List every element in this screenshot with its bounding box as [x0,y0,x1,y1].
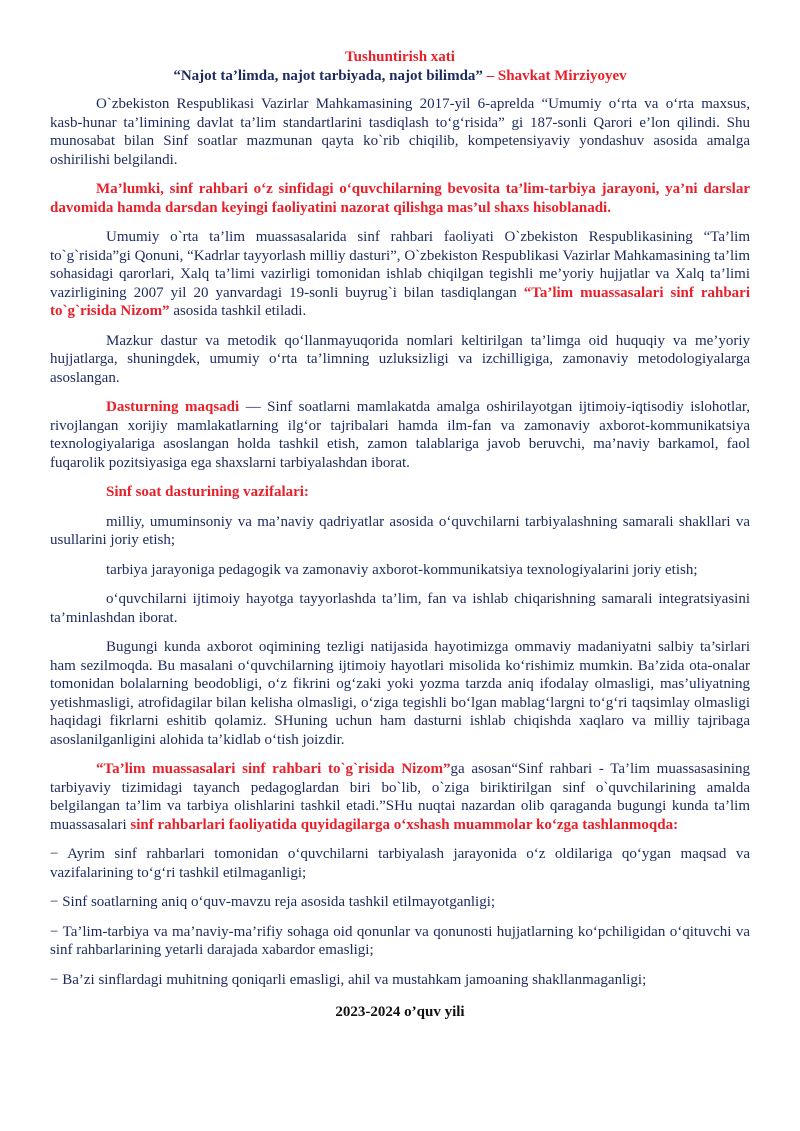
issue-item: − Ta’lim-tarbiya va ma’naviy-ma’rifiy sohaga oid qonunlar va qonunosti hujjatlarning ko‘pchiligidan o‘qituvchi va sinf rahbarlarining yetarli darajada xabardor emasligi; [50,923,750,958]
legal-basis-text: Umumiy o`rta ta’lim muassasalarida sinf rahbari faoliyati O`zbekiston Respublikasining “Ta’lim to`g`risida”gi Qonuni, “Kadrlar tayyorlash milliy dasturi”, O`zbekiston Respublikasi Vazirlar Mahkamasining ta’lim sohasidagi qarorlari, Xalq ta’limi vazirligi tomonidan ishlab chiqilgan tegishli me’yoriy hujjatlar va Xalq ta’limi vazirligining 2007 yil 20 yanvardagi 19-sonli buyrug`i bilan tasdiqlangan [50,229,750,301]
paragraph-legal-basis [50,228,750,321]
regulation-title: “Ta’lim muassasalari sinf rahbari to`g`risida Nizom” [96,761,451,777]
paragraph-intro: O`zbekiston Respublikasi Vazirlar Mahkamasining 2017-yil 6-aprelda “Umumiy o‘rta va o‘rta maxsus, kasb-hunar ta’limining davlat ta’lim standartlarini tasdiqlash to‘g‘risida” gi 187-sonli Qarori e’lon qilindi. Shu munosabat bilan Sinf soatlar mazmunan qayta ko`rib chiqilib, kompetensiyaviy yondashuv asosida amalga oshirilishi belgilandi. [50,96,750,168]
program-goal-text: — Sinf soatlarni mamlakatda amalga oshirilayotgan ijtimoiy-iqtisodiy islohotlar, rivojlangan xorijiy mamlakatlarning ilg‘or tajribalari hamda ilm-fan va zamonaviy axborot-kommunikatsiya texnologiyalariga asoslangan holda tashkil etish, zamon talablariga javob beruvchi, ma’naviy barkamol, faol fuqarolik pozitsiyasiga ega shaxslarni tarbiyalashdan iborat. [50,399,751,471]
problems-intro: sinf rahbarlari faoliyatida quyidagilarga o‘xshash muammolar ko‘zga tashlanmoqda: [130,816,679,833]
paragraph-program-basis: Mazkur dastur va metodik qo‘llanmayuqorida nomlari keltirilgan ta’limga oid huquqiy va me’yoriy hujjatlarga, shuningdek, umumiy o‘rta ta’limning uzluksizligi va izchilligiga, zamonaviy metodologiyalarga asoslangan. [50,332,750,386]
task-item: tarbiya jarayoniga pedagogik va zamonaviy axborot-kommunikatsiya texnologiyalarini joriy etish; [106,561,698,578]
issue-item: − Sinf soatlarning aniq o‘quv-mavzu reja asosida tashkil etilmayotganligi; [50,894,496,910]
program-goal-label: Dasturning maqsadi [106,399,240,415]
academic-year-footer: 2023-2024 o’quv yili [335,1004,465,1020]
regulation-title: “Ta’lim muassasalari sinf rahbari to`g`risida Nizom” [50,284,750,319]
paragraph-program-goal [50,398,750,472]
issue-item: − Ayrim sinf rahbarlari tomonidan o‘quvchilarni tarbiyalash jarayonida o‘z oldilariga qo‘ygan maqsad va vazifalarining to‘g‘ri tashkil etilmaganligi; [50,846,750,881]
paragraph-class-teacher-definition: Ma’lumki, sinf rahbari o‘z sinfidagi o‘quvchilarning bevosita ta’lim-tarbiya jarayoni, ya’ni darslar davomida hamda darsdan keyingi faoliyatini nazorat qilishga mas’ul shaxs hisoblanadi. [50,181,750,216]
legal-basis-tail: asosida tashkil etiladi. [169,303,307,319]
task-item: o‘quvchilarni ijtimoiy hayotga tayyorlashda ta’lim, fan va ishlab chiqarishning samarali integratsiyasini ta’minlashdan iborat. [50,591,750,626]
tasks-heading: Sinf soat dasturining vazifalari: [106,484,309,500]
epigraph [50,67,750,86]
epigraph-author: – Shavkat Mirziyoyev [486,67,627,84]
document-title: Tushuntirish xati [345,49,455,65]
task-item: milliy, umuminsoniy va ma’naviy qadriyatlar asosida o‘quvchilarni tarbiyalashning samarali shakllari va usullarini joriy etish; [50,513,750,548]
epigraph-quote: “Najot ta’limda, najot tarbiyada, najot bilimda” [173,67,483,84]
issue-item: − Ba’zi sinflardagi muhitning qoniqarli emasligi, ahil va mustahkam jamoaning shakllanmaganligi; [50,971,647,988]
regulation-text: ga asosan“Sinf rahbari - Ta’lim muassasasining tarbiyaviy tizimidagi tayanch pedagoglardan biri bo`lib, o`ziga biriktirilgan sinf o`quvchilarining amalda belgilangan ta’lim va tarbiya olishlarini tashkil etadi.”SHu nuqtai nazardan olib qaraganda bugungi kunda ta’lim muassasalari [50,761,750,833]
paragraph-regulation [50,760,750,834]
paragraph-mass-culture: Bugungi kunda axborot oqimining tezligi natijasida hayotimizga ommaviy madaniyatni salbiy ta’sirlari ham sezilmoqda. Bu masalani o‘quvchilarning ijtimoiy hayotlari misolida ko‘rishimiz mumkin. Ba’zida ota-onalar tomonidan bolalarning beodobligi, o‘z fikrini og‘zaki yoki yozma tarzda aniq ifodalay olmasligi, mas’uliyatning yetishmasligi, atrofidagilar bilan kelisha olmasligi, o‘ziga tegishli bo‘lgan mablag‘largni to‘g‘ri taqsimlay olmasligi haqidagi fikrlarni eshitib qolamiz. SHuning uchun ham dasturni ishlab chiqishda xaqlaro va milliy tajribaga asoslanilganligini alohida ta’kidlab o‘tish joizdir. [50,639,750,748]
